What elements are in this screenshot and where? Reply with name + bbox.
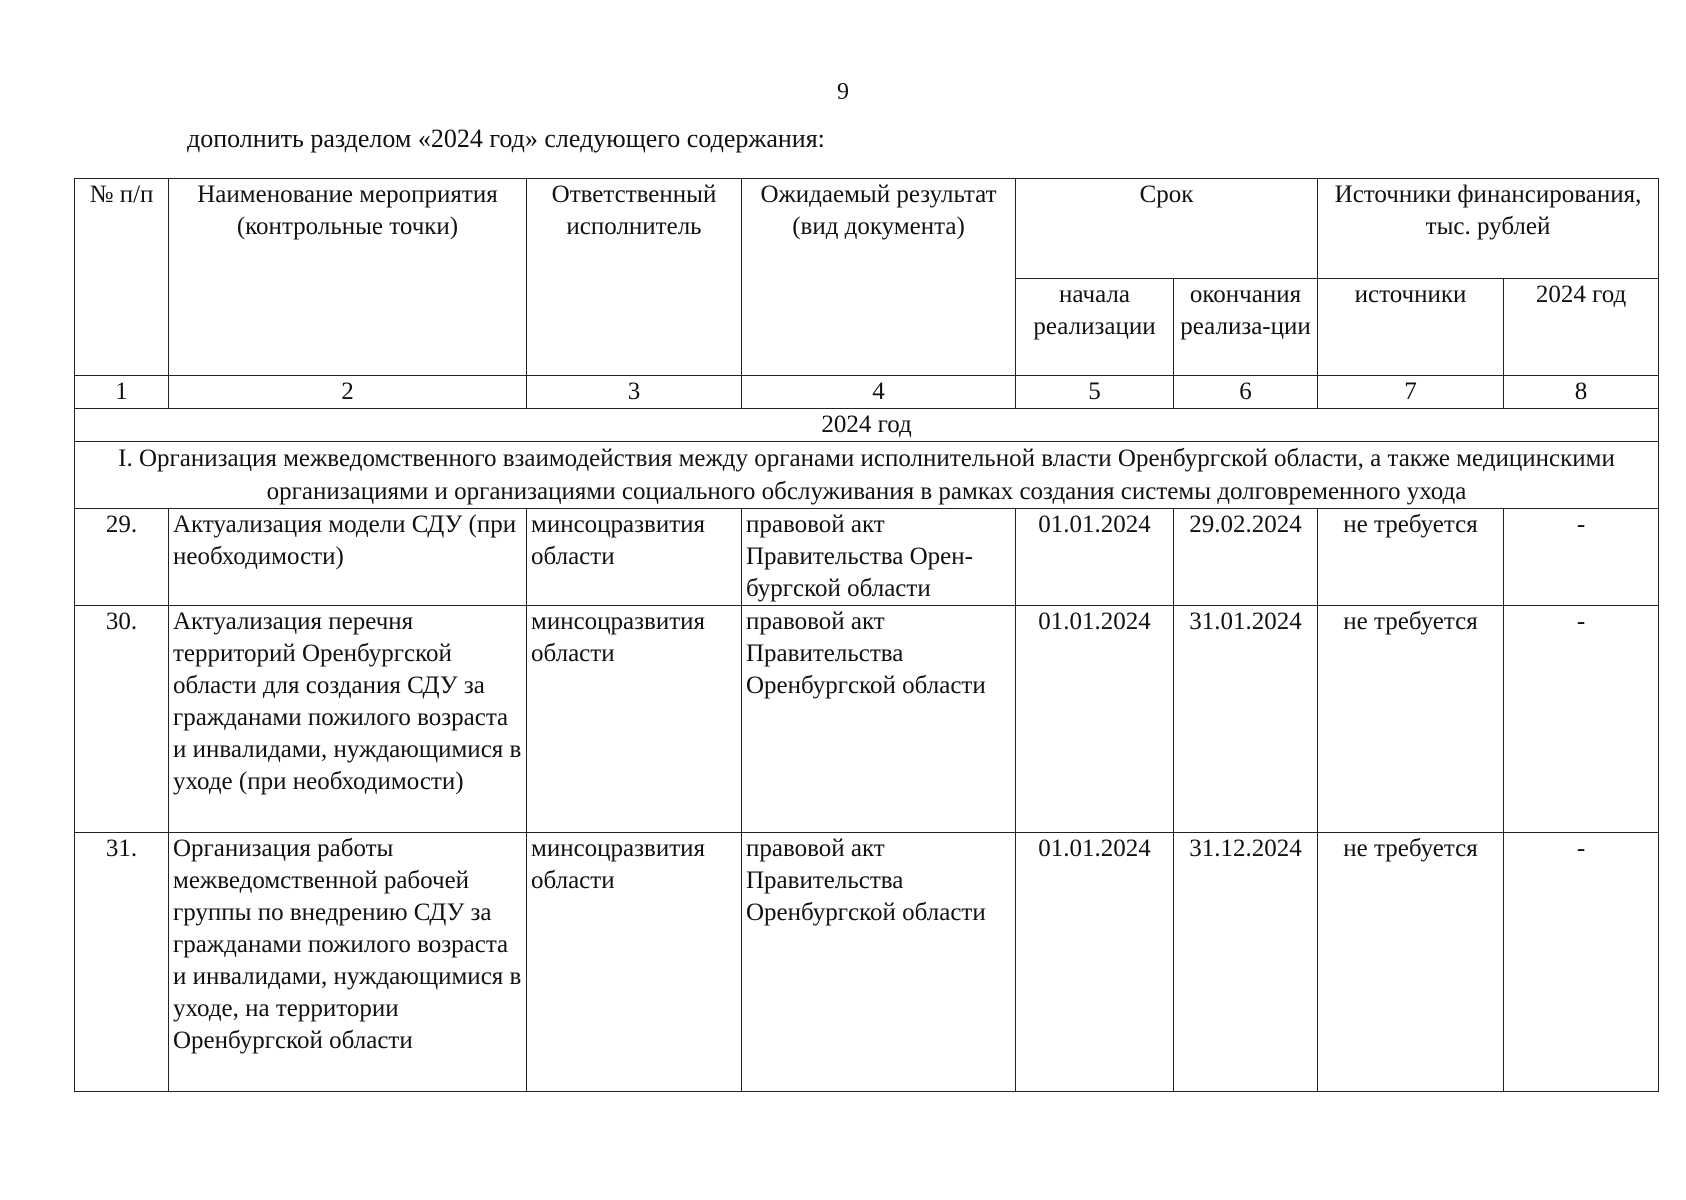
table-row: [75, 833, 1659, 1092]
row-funding-source: не требуется: [1318, 833, 1504, 1092]
header-term-start: начала реализации: [1016, 278, 1174, 376]
header-num: № п/п: [75, 179, 169, 376]
intro-text: дополнить разделом «2024 год» следующего содержания:: [187, 124, 825, 153]
table-row: [75, 606, 1659, 833]
column-number: 2: [169, 376, 527, 409]
row-name: Актуализация модели СДУ (при необходимости): [169, 509, 527, 606]
row-number: 31.: [75, 833, 169, 1092]
row-funding-amount: -: [1504, 509, 1659, 606]
row-responsible: минсоцразвития области: [527, 606, 742, 833]
header-result: Ожидаемый результат (вид документа): [742, 179, 1016, 376]
column-number: 5: [1016, 376, 1174, 409]
row-funding-amount: -: [1504, 606, 1659, 833]
column-number: 3: [527, 376, 742, 409]
row-result: правовой акт Правительства Орен-бургской области: [742, 509, 1016, 606]
year-row: [75, 409, 1659, 442]
header-responsible: Ответственный исполнитель: [527, 179, 742, 376]
column-number: 6: [1174, 376, 1318, 409]
row-name: Организация работы межведомственной рабочей группы по внедрению СДУ за гражданами пожилого возраста и инвалидами, нуждающимися в уходе, на территории Оренбургской области: [169, 833, 527, 1092]
column-number: 7: [1318, 376, 1504, 409]
row-result: правовой акт Правительства Оренбургской области: [742, 833, 1016, 1092]
row-start-date: 01.01.2024: [1016, 509, 1174, 606]
header-term-end: окончания реализа-ции: [1174, 278, 1318, 376]
row-end-date: 31.01.2024: [1174, 606, 1318, 833]
column-number: 1: [75, 376, 169, 409]
header-row-1: [75, 179, 1659, 279]
header-term: Срок: [1016, 179, 1318, 279]
row-number: 30.: [75, 606, 169, 833]
header-name: Наименование мероприятия (контрольные точки): [169, 179, 527, 376]
row-funding-amount: -: [1504, 833, 1659, 1092]
header-funding: Источники финансирования, тыс. рублей: [1318, 179, 1659, 279]
row-responsible: минсоцразвития области: [527, 833, 742, 1092]
column-number-row: [75, 376, 1659, 409]
table-row: [75, 509, 1659, 606]
year-label: 2024 год: [75, 409, 1659, 442]
row-number: 29.: [75, 509, 169, 606]
activities-table: [74, 178, 1659, 1092]
section-row: [75, 442, 1659, 509]
row-result: правовой акт Правительства Оренбургской области: [742, 606, 1016, 833]
row-start-date: 01.01.2024: [1016, 606, 1174, 833]
row-funding-source: не требуется: [1318, 509, 1504, 606]
row-name: Актуализация перечня территорий Оренбургской области для создания СДУ за гражданами пожилого возраста и инвалидами, нуждающимися в уходе (при необходимости): [169, 606, 527, 833]
row-funding-source: не требуется: [1318, 606, 1504, 833]
section-title: I. Организация межведомственного взаимодействия между органами исполнительной власти Оренбургской области, а также медицинскими организациями и организациями социального обслуживания в рамках создания системы долговременного ухода: [75, 442, 1659, 509]
header-funding-year: 2024 год: [1504, 278, 1659, 376]
column-number: 8: [1504, 376, 1659, 409]
row-end-date: 31.12.2024: [1174, 833, 1318, 1092]
column-number: 4: [742, 376, 1016, 409]
page-number: 9: [837, 79, 849, 105]
row-end-date: 29.02.2024: [1174, 509, 1318, 606]
row-responsible: минсоцразвития области: [527, 509, 742, 606]
row-start-date: 01.01.2024: [1016, 833, 1174, 1092]
header-funding-sources: источники: [1318, 278, 1504, 376]
